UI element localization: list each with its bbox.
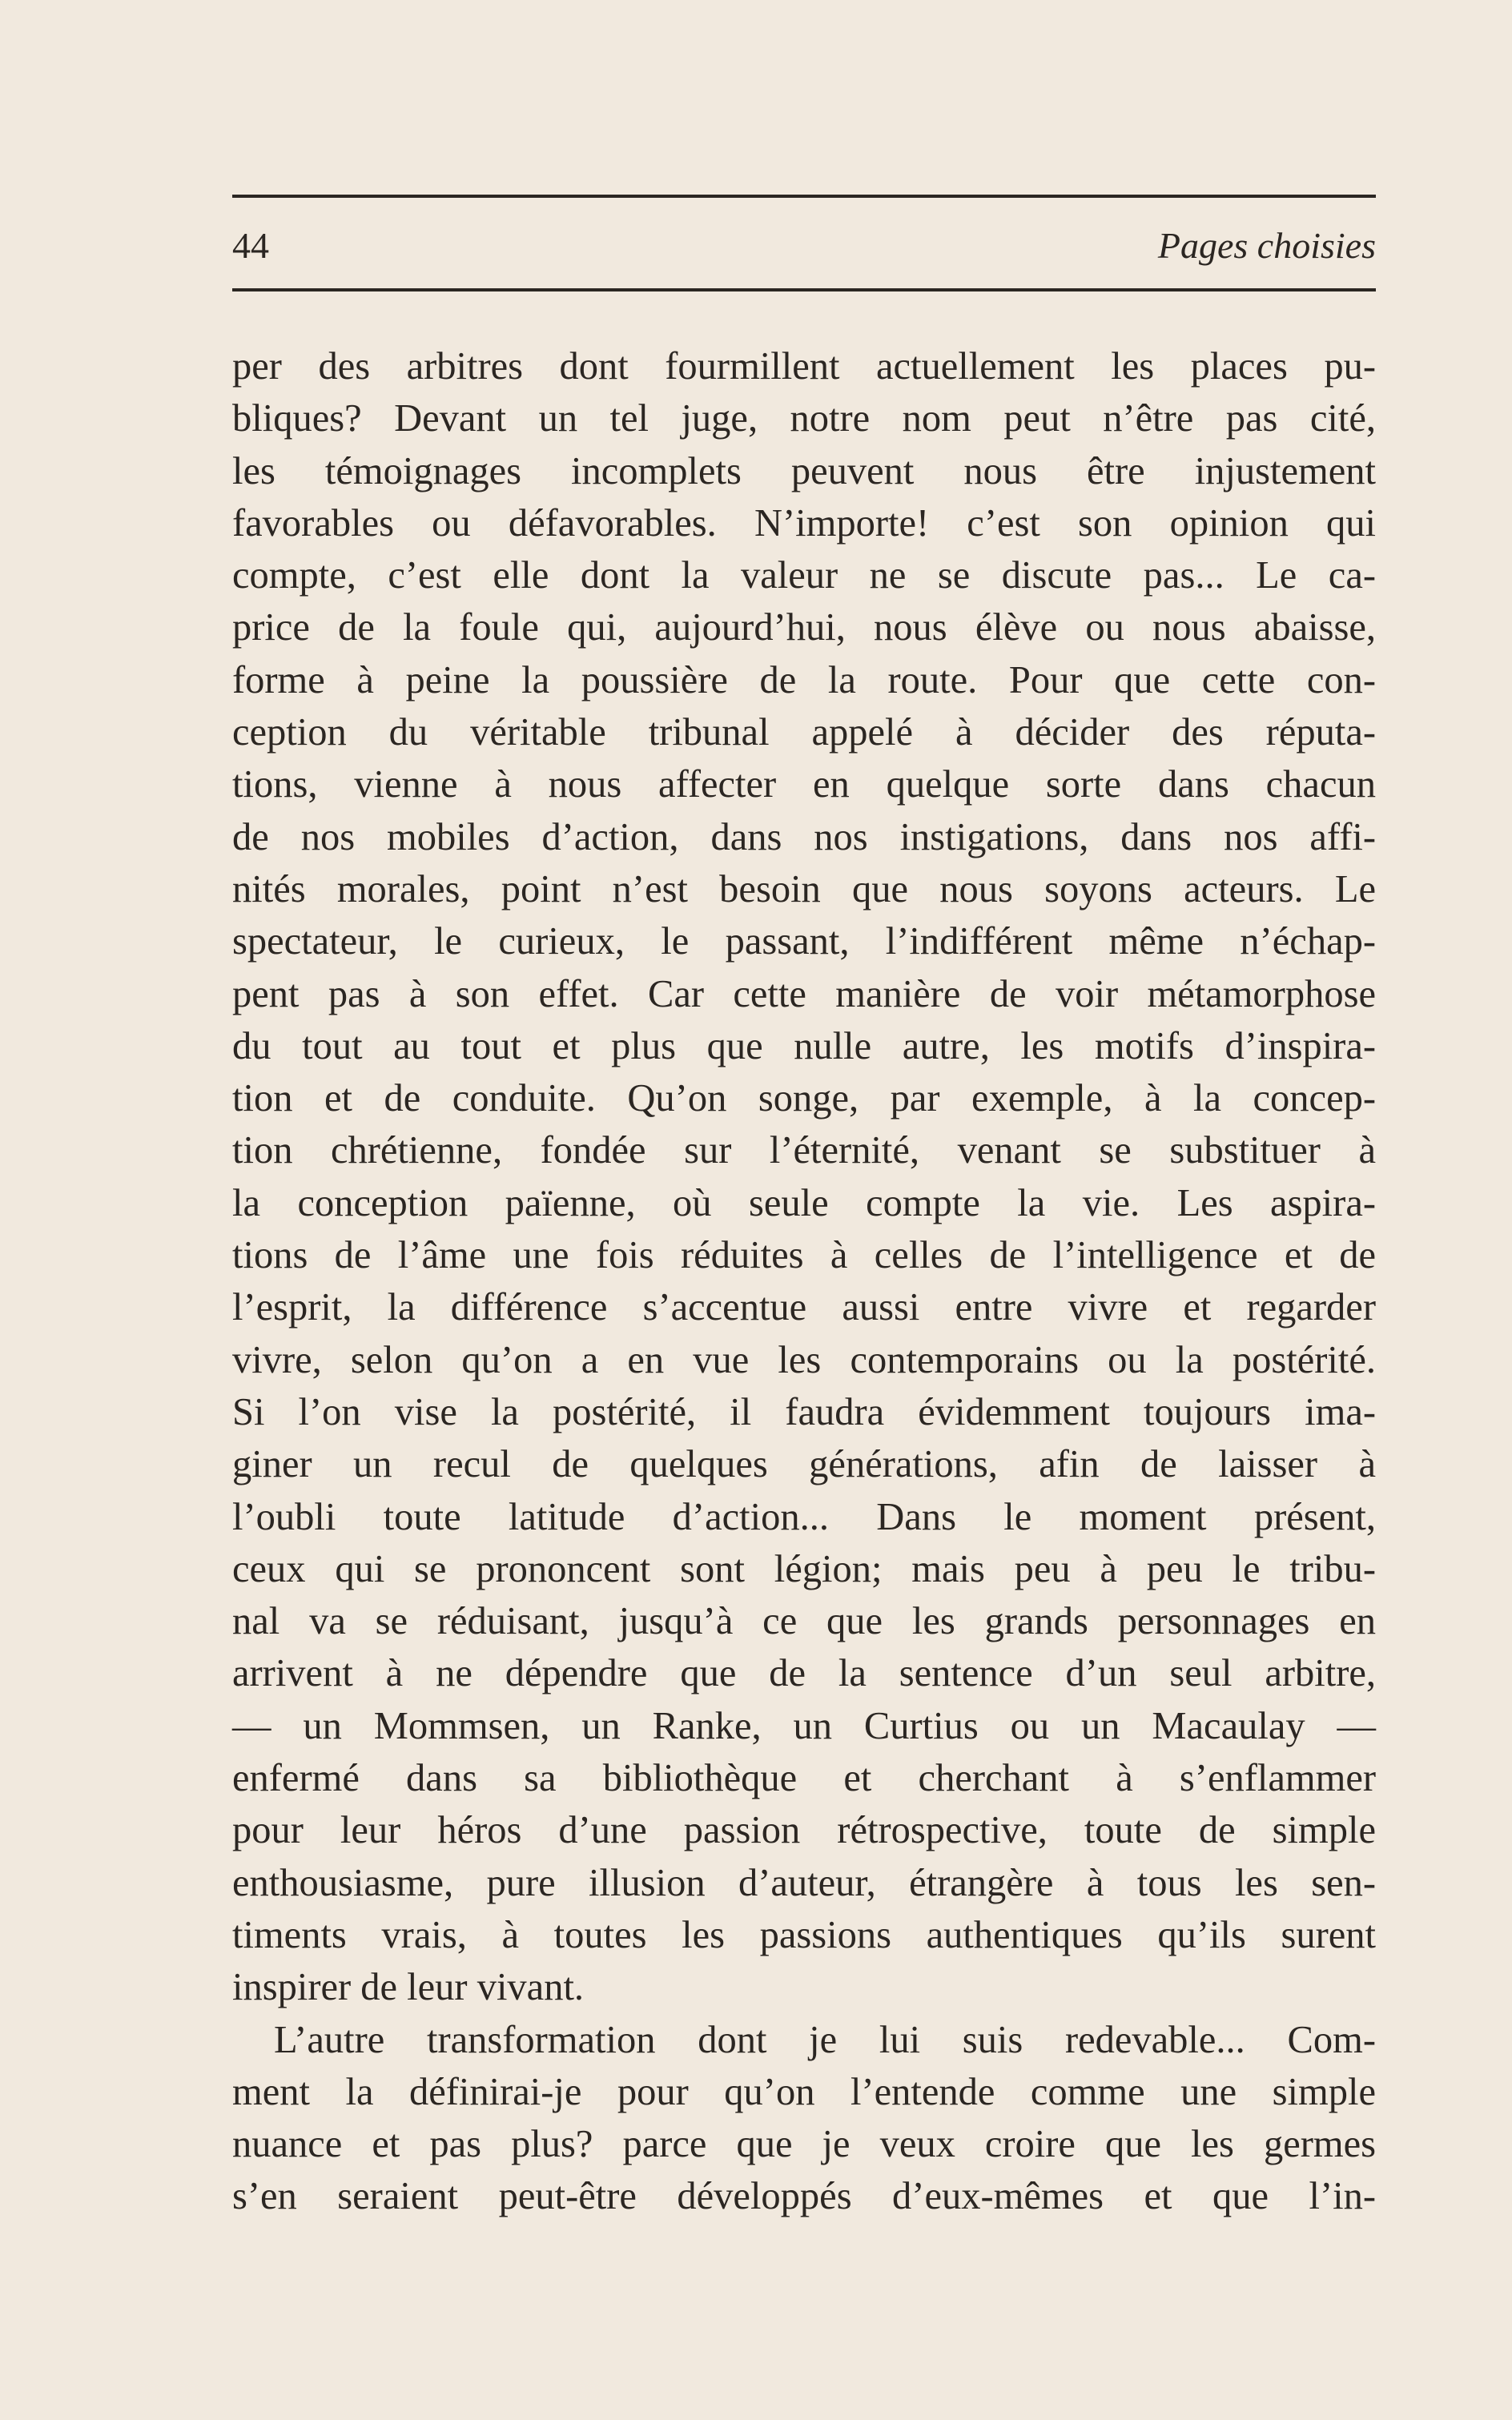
text-line: vivre, selon qu’on a en vue les contemporains ou la postérité. <box>232 1338 1376 1381</box>
text-line: la conception païenne, où seule compte la vie. Les aspira- <box>232 1181 1376 1224</box>
text-line: giner un recul de quelques générations, afin de laisser à <box>232 1443 1376 1486</box>
text-line: favorables ou défavorables. N’importe! c’est son opinion qui <box>232 501 1376 545</box>
text-line: de nos mobiles d’action, dans nos instigations, dans nos affi- <box>232 815 1376 858</box>
page-header <box>232 218 1376 274</box>
text-line: compte, c’est elle dont la valeur ne se discute pas... Le ca- <box>232 554 1376 597</box>
text-line: tion chrétienne, fondée sur l’éternité, venant se substituer à <box>232 1129 1376 1172</box>
header-bottom-rule <box>232 288 1376 291</box>
text-line: enthousiasme, pure illusion d’auteur, étrangère à tous les sen- <box>232 1861 1376 1904</box>
text-line: nités morales, point n’est besoin que nous soyons acteurs. Le <box>232 867 1376 911</box>
text-line: ment la définirai-je pour qu’on l’entende comme une simple <box>232 2070 1376 2113</box>
text-line: tion et de conduite. Qu’on songe, par exemple, à la concep- <box>232 1077 1376 1120</box>
body-text <box>232 340 1376 2223</box>
text-line: nuance et pas plus? parce que je veux croire que les germes <box>232 2123 1376 2166</box>
text-line: l’oubli toute latitude d’action... Dans le moment présent, <box>232 1495 1376 1538</box>
page-number: 44 <box>232 225 269 266</box>
text-line: forme à peine la poussière de la route. Pour que cette con- <box>232 658 1376 701</box>
text-line: ceux qui se prononcent sont légion; mais peu à peu le tribu- <box>232 1547 1376 1590</box>
text-line: pour leur héros d’une passion rétrospective, toute de simple <box>232 1809 1376 1852</box>
text-line: tions de l’âme une fois réduites à celles de l’intelligence et de <box>232 1234 1376 1277</box>
header-top-rule <box>232 195 1376 198</box>
text-line: bliques? Devant un tel juge, notre nom peut n’être pas cité, <box>232 397 1376 440</box>
text-line: nal va se réduisant, jusqu’à ce que les grands personnages en <box>232 1600 1376 1643</box>
paragraph-first-line: L’autre transformation dont je lui suis redevable... Com- <box>274 2018 1376 2061</box>
text-line: enfermé dans sa bibliothèque et cherchant à s’enflammer <box>232 1757 1376 1800</box>
text-line: les témoignages incomplets peuvent nous être injustement <box>232 449 1376 492</box>
text-line: spectateur, le curieux, le passant, l’indifférent même n’échap- <box>232 920 1376 963</box>
text-line: du tout au tout et plus que nulle autre, les motifs d’inspira- <box>232 1024 1376 1067</box>
text-line: pent pas à son effet. Car cette manière de voir métamorphose <box>232 972 1376 1015</box>
text-line: per des arbitres dont fourmillent actuellement les places pu- <box>232 345 1376 388</box>
text-line: l’esprit, la différence s’accentue aussi entre vivre et regarder <box>232 1286 1376 1329</box>
text-line: arrivent à ne dépendre que de la sentence d’un seul arbitre, <box>232 1652 1376 1695</box>
text-line: — un Mommsen, un Ranke, un Curtius ou un Macaulay — <box>232 1704 1376 1747</box>
text-line: timents vrais, à toutes les passions authentiques qu’ils surent <box>232 1913 1376 1956</box>
text-line: tions, vienne à nous affecter en quelque sorte dans chacun <box>232 763 1376 806</box>
running-title: Pages choisies <box>1157 225 1376 266</box>
text-line: ception du véritable tribunal appelé à décider des réputa- <box>232 711 1376 754</box>
text-line: price de la foule qui, aujourd’hui, nous élève ou nous abaisse, <box>232 606 1376 649</box>
text-line: s’en seraient peut-être développés d’eux-mêmes et que l’in- <box>232 2175 1376 2218</box>
paragraph-last-line: inspirer de leur vivant. <box>232 1966 585 2009</box>
text-line: Si l’on vise la postérité, il faudra évidemment toujours ima- <box>232 1390 1376 1433</box>
